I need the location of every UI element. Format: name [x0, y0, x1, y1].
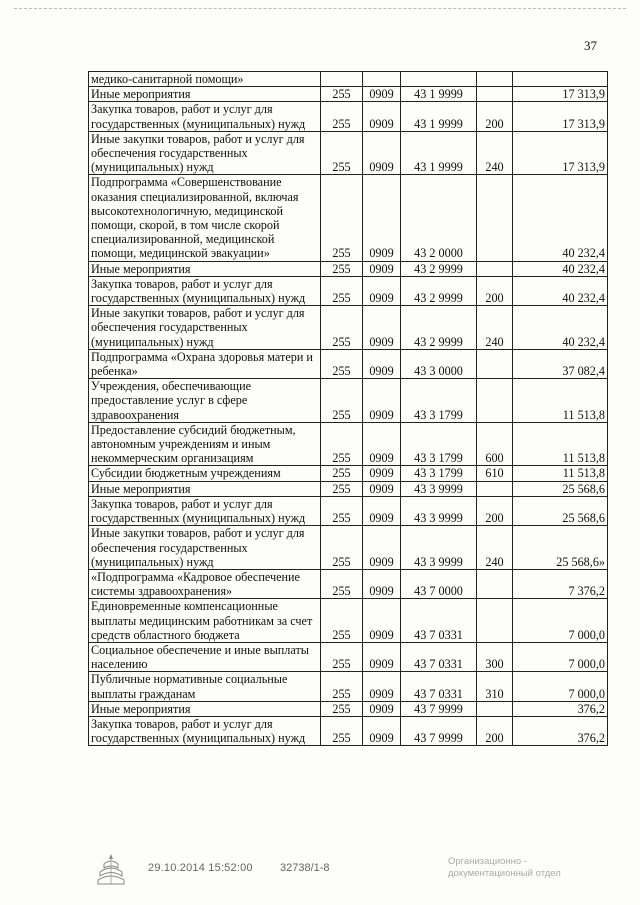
row-name: Иные закупки товаров, работ и услуг для обеспечения государственных (муниципальных) нужд	[89, 131, 321, 175]
row-code	[321, 72, 363, 87]
row-type: 240	[477, 306, 513, 350]
table-row	[89, 599, 608, 643]
row-amount: 25 568,6»	[513, 526, 608, 570]
footer-doc-number: 32738/1-8	[280, 862, 330, 874]
table-row	[89, 466, 608, 481]
row-target: 43 2 9999	[401, 276, 477, 305]
row-code: 255	[321, 599, 363, 643]
row-section: 0909	[363, 131, 401, 175]
row-name: Иные мероприятия	[89, 261, 321, 276]
row-type: 600	[477, 422, 513, 466]
row-target: 43 1 9999	[401, 87, 477, 102]
row-name: Предоставление субсидий бюджетным, автономным учреждениям и иным некоммерческим организациям	[89, 422, 321, 466]
row-name: Иные мероприятия	[89, 701, 321, 716]
table-row	[89, 306, 608, 350]
row-target: 43 1 9999	[401, 102, 477, 131]
row-target: 43 3 9999	[401, 496, 477, 525]
row-type: 300	[477, 642, 513, 671]
table-row	[89, 526, 608, 570]
row-section: 0909	[363, 276, 401, 305]
row-target: 43 3 9999	[401, 481, 477, 496]
row-section: 0909	[363, 642, 401, 671]
row-name: «Подпрограмма «Кадровое обеспечение системы здравоохранения»	[89, 569, 321, 598]
row-code: 255	[321, 306, 363, 350]
row-amount: 11 513,8	[513, 466, 608, 481]
row-amount: 17 313,9	[513, 87, 608, 102]
row-code: 255	[321, 261, 363, 276]
budget-table	[88, 71, 608, 746]
row-name: Иные закупки товаров, работ и услуг для обеспечения государственных (муниципальных) нужд	[89, 526, 321, 570]
row-amount: 40 232,4	[513, 261, 608, 276]
row-type: 200	[477, 276, 513, 305]
table-row	[89, 87, 608, 102]
row-type	[477, 87, 513, 102]
row-type	[477, 349, 513, 378]
row-name: Единовременные компенсационные выплаты медицинским работникам за счет средств областного бюджета	[89, 599, 321, 643]
table-row	[89, 102, 608, 131]
row-section: 0909	[363, 569, 401, 598]
row-code: 255	[321, 642, 363, 671]
row-section: 0909	[363, 599, 401, 643]
row-code: 255	[321, 672, 363, 701]
table-row	[89, 672, 608, 701]
row-type	[477, 261, 513, 276]
row-target: 43 7 0331	[401, 642, 477, 671]
row-amount: 17 313,9	[513, 102, 608, 131]
row-type	[477, 175, 513, 261]
row-amount: 40 232,4	[513, 175, 608, 261]
row-code: 255	[321, 526, 363, 570]
row-section: 0909	[363, 87, 401, 102]
row-amount: 376,2	[513, 716, 608, 745]
row-target: 43 2 9999	[401, 261, 477, 276]
row-section: 0909	[363, 701, 401, 716]
row-section: 0909	[363, 672, 401, 701]
row-amount: 40 232,4	[513, 306, 608, 350]
row-amount: 7 000,0	[513, 672, 608, 701]
row-amount: 17 313,9	[513, 131, 608, 175]
row-amount: 25 568,6	[513, 481, 608, 496]
row-type	[477, 701, 513, 716]
row-target: 43 7 9999	[401, 716, 477, 745]
table-row	[89, 261, 608, 276]
row-amount	[513, 72, 608, 87]
row-target: 43 7 9999	[401, 701, 477, 716]
row-section: 0909	[363, 466, 401, 481]
row-amount: 7 000,0	[513, 599, 608, 643]
row-name: Подпрограмма «Совершенствование оказания специализированной, включая высокотехнологичную, медицинской помощи, скорой, в том числе скорой специализированной, медицинской помощи, медицинской эвакуации»	[89, 175, 321, 261]
row-type: 310	[477, 672, 513, 701]
row-code: 255	[321, 481, 363, 496]
row-type: 200	[477, 716, 513, 745]
row-name: Публичные нормативные социальные выплаты гражданам	[89, 672, 321, 701]
row-target: 43 3 0000	[401, 349, 477, 378]
row-target: 43 7 0000	[401, 569, 477, 598]
table-row	[89, 349, 608, 378]
footer-org-stamp	[448, 856, 561, 880]
row-type: 200	[477, 496, 513, 525]
row-name: Подпрограмма «Охрана здоровья матери и ребенка»	[89, 349, 321, 378]
row-name: Субсидии бюджетным учреждениям	[89, 466, 321, 481]
row-code: 255	[321, 466, 363, 481]
row-type: 240	[477, 526, 513, 570]
footer-org-line2: документационный отдел	[448, 868, 561, 879]
scan-top-edge	[14, 8, 626, 9]
row-section: 0909	[363, 306, 401, 350]
table-row	[89, 379, 608, 423]
row-target: 43 1 9999	[401, 131, 477, 175]
row-section	[363, 72, 401, 87]
row-amount: 11 513,8	[513, 379, 608, 423]
row-section: 0909	[363, 716, 401, 745]
row-type: 200	[477, 102, 513, 131]
row-section: 0909	[363, 481, 401, 496]
row-name: Закупка товаров, работ и услуг для государственных (муниципальных) нужд	[89, 276, 321, 305]
row-amount: 37 082,4	[513, 349, 608, 378]
row-type	[477, 72, 513, 87]
row-code: 255	[321, 175, 363, 261]
footer-org-line1: Организационно -	[448, 856, 528, 867]
row-target: 43 7 0331	[401, 672, 477, 701]
table-row	[89, 496, 608, 525]
row-type	[477, 599, 513, 643]
table-row	[89, 276, 608, 305]
row-target: 43 2 9999	[401, 306, 477, 350]
row-code: 255	[321, 569, 363, 598]
row-target: 43 3 1799	[401, 466, 477, 481]
row-code: 255	[321, 131, 363, 175]
row-target	[401, 72, 477, 87]
footer-timestamp: 29.10.2014 15:52:00	[148, 862, 253, 874]
row-name: медико-санитарной помощи»	[89, 72, 321, 87]
row-name: Иные мероприятия	[89, 481, 321, 496]
row-amount: 25 568,6	[513, 496, 608, 525]
row-section: 0909	[363, 379, 401, 423]
row-target: 43 3 9999	[401, 526, 477, 570]
row-type: 240	[477, 131, 513, 175]
row-type: 610	[477, 466, 513, 481]
row-type	[477, 379, 513, 423]
table-row	[89, 175, 608, 261]
row-section: 0909	[363, 349, 401, 378]
row-name: Социальное обеспечение и иные выплаты населению	[89, 642, 321, 671]
row-code: 255	[321, 422, 363, 466]
footer	[96, 856, 586, 894]
page-number: 37	[584, 38, 597, 53]
row-section: 0909	[363, 175, 401, 261]
row-section: 0909	[363, 422, 401, 466]
row-target: 43 2 0000	[401, 175, 477, 261]
table-row	[89, 131, 608, 175]
row-name: Закупка товаров, работ и услуг для государственных (муниципальных) нужд	[89, 716, 321, 745]
row-section: 0909	[363, 261, 401, 276]
row-name: Закупка товаров, работ и услуг для государственных (муниципальных) нужд	[89, 496, 321, 525]
row-code: 255	[321, 102, 363, 131]
row-section: 0909	[363, 496, 401, 525]
table-row	[89, 72, 608, 87]
table-row	[89, 701, 608, 716]
row-name: Закупка товаров, работ и услуг для государственных (муниципальных) нужд	[89, 102, 321, 131]
row-type	[477, 569, 513, 598]
row-code: 255	[321, 701, 363, 716]
table-row	[89, 716, 608, 745]
table-row	[89, 422, 608, 466]
row-code: 255	[321, 87, 363, 102]
row-name: Учреждения, обеспечивающие предоставление услуг в сфере здравоохранения	[89, 379, 321, 423]
row-name: Иные мероприятия	[89, 87, 321, 102]
row-code: 255	[321, 496, 363, 525]
row-amount: 7 000,0	[513, 642, 608, 671]
emblem-icon	[96, 852, 126, 886]
row-target: 43 3 1799	[401, 422, 477, 466]
row-name: Иные закупки товаров, работ и услуг для обеспечения государственных (муниципальных) нужд	[89, 306, 321, 350]
row-type	[477, 481, 513, 496]
row-code: 255	[321, 379, 363, 423]
row-amount: 11 513,8	[513, 422, 608, 466]
row-target: 43 3 1799	[401, 379, 477, 423]
budget-table-body	[89, 72, 608, 746]
row-amount: 7 376,2	[513, 569, 608, 598]
row-target: 43 7 0331	[401, 599, 477, 643]
table-row	[89, 569, 608, 598]
row-section: 0909	[363, 102, 401, 131]
row-code: 255	[321, 276, 363, 305]
row-section: 0909	[363, 526, 401, 570]
row-amount: 40 232,4	[513, 276, 608, 305]
table-row	[89, 481, 608, 496]
row-code: 255	[321, 349, 363, 378]
row-amount: 376,2	[513, 701, 608, 716]
table-row	[89, 642, 608, 671]
row-code: 255	[321, 716, 363, 745]
